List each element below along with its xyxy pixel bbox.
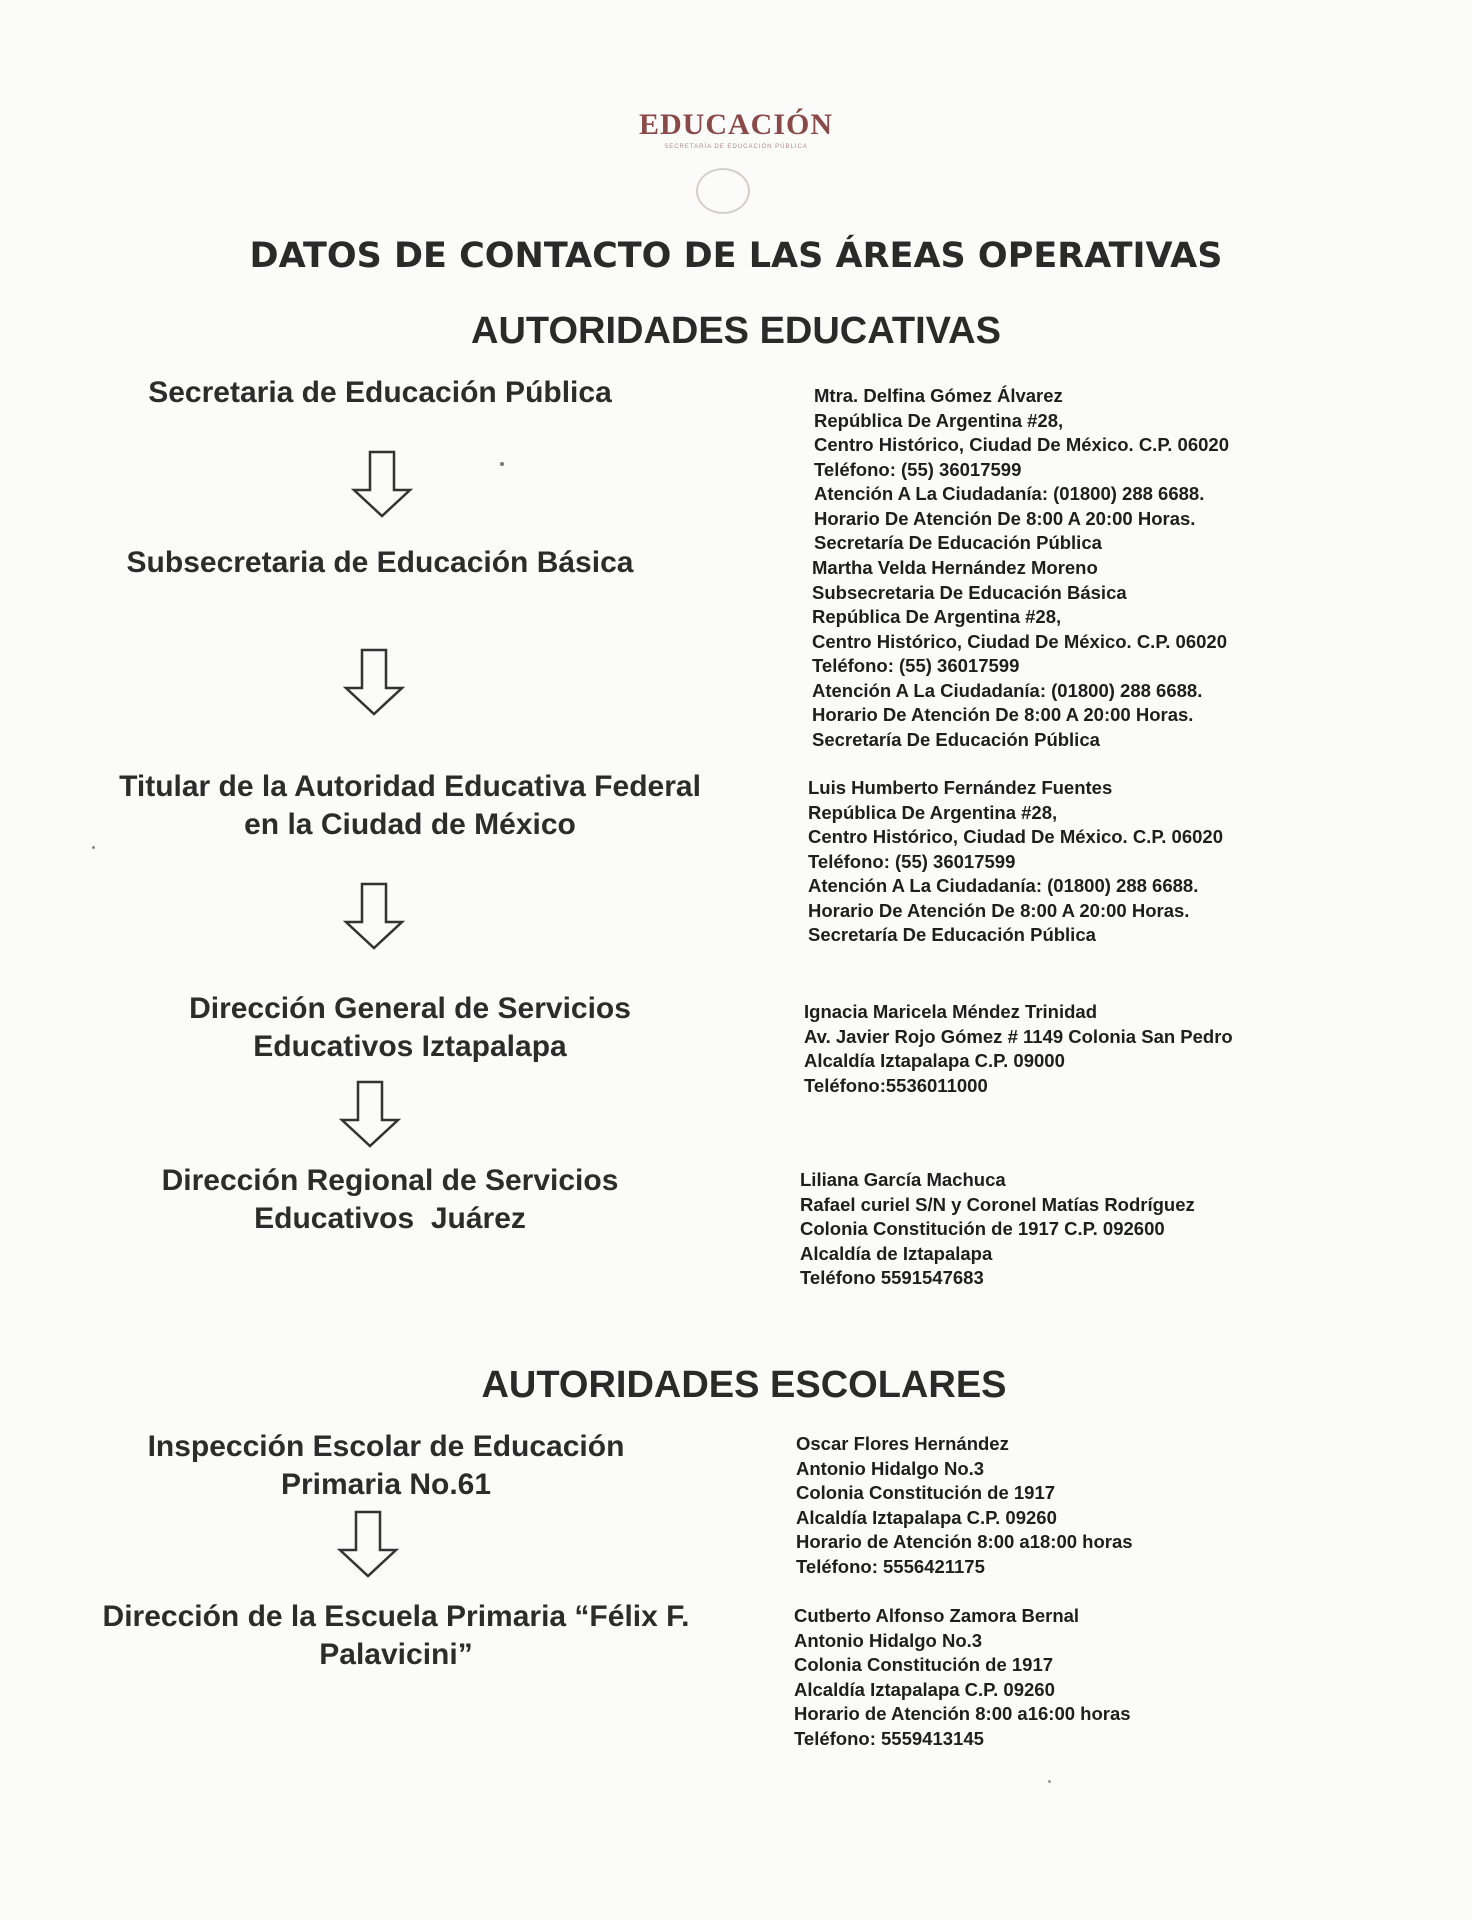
area-line: Palavicini” <box>319 1638 473 1671</box>
contact-phone: Teléfono:5536011000 <box>804 1074 988 1096</box>
contact-hours: Horario De Atención De 8:00 A 20:00 Horas. <box>814 507 1196 529</box>
area-subsecretaria-educacion-basica <box>60 544 700 582</box>
area-line: Educativos Juárez <box>254 1202 526 1235</box>
area-inspeccion-escolar <box>56 1428 716 1504</box>
contact-address: Antonio Hidalgo No.3 <box>796 1457 985 1479</box>
document-title: DATOS DE CONTACTO DE LAS ÁREAS OPERATIVAS <box>249 236 1223 276</box>
area-line: Primaria No.61 <box>280 1468 492 1501</box>
section-title-autoridades-educativas: AUTORIDADES EDUCATIVAS <box>471 310 1001 352</box>
contact-address: Alcaldía Iztapalapa C.P. 09000 <box>804 1050 1065 1071</box>
contact-address: Alcaldía Iztapalapa C.P. 09260 <box>794 1678 1055 1700</box>
contact-address: Colonia Constitución de 1917 <box>796 1482 1056 1503</box>
contact-address: Centro Histórico, Ciudad De México. C.P. 06020 <box>808 826 1224 847</box>
down-arrow-icon <box>340 882 410 952</box>
contact-name: Oscar Flores Hernández <box>796 1433 1009 1454</box>
contact-address: Av. Javier Rojo Gómez # 1149 Colonia San Pedro <box>804 1025 1233 1047</box>
section-title-autoridades-escolares: AUTORIDADES ESCOLARES <box>481 1364 1007 1406</box>
contact-name: Ignacia Maricela Méndez Trinidad <box>804 1001 1098 1022</box>
contact-block-aefcm <box>808 776 1223 948</box>
seal-icon <box>696 168 750 214</box>
area-direccion-escuela-primaria <box>56 1598 736 1674</box>
contact-address: Colonia Constitución de 1917 C.P. 092600 <box>800 1218 1165 1239</box>
contact-name: Cutberto Alfonso Zamora Bernal <box>794 1605 1080 1626</box>
contact-citizen-line: Atención A La Ciudadanía: (01800) 288 6688. <box>812 679 1203 701</box>
contact-name: Martha Velda Hernández Moreno <box>812 557 1098 578</box>
contact-citizen-line: Atención A La Ciudadanía: (01800) 288 6688. <box>814 483 1205 504</box>
contact-citizen-line: Atención A La Ciudadanía: (01800) 288 6688. <box>808 875 1199 896</box>
logo-text: EDUCACIÓN <box>638 108 833 141</box>
contact-phone: Teléfono: 5556421175 <box>796 1555 985 1577</box>
area-line: Inspección Escolar de Educación <box>147 1430 625 1463</box>
area-line: Educativos Iztapalapa <box>253 1030 567 1063</box>
area-line: en la Ciudad de México <box>244 808 576 841</box>
contact-block-regional-juarez <box>800 1168 1195 1291</box>
area-titular-autoridad-educativa-federal <box>80 768 740 844</box>
contact-name: Liliana García Machuca <box>800 1169 1006 1190</box>
down-arrow-icon <box>336 1080 406 1150</box>
contact-address: Centro Histórico, Ciudad De México. C.P. 06020 <box>812 630 1228 652</box>
contact-block-subsecretaria <box>812 556 1227 752</box>
scan-speck <box>500 462 504 466</box>
contact-phone: Teléfono: (55) 36017599 <box>808 850 1016 872</box>
contact-org: Secretaría De Educación Pública <box>814 532 1102 553</box>
contact-hours: Horario de Atención 8:00 a18:00 horas <box>796 1531 1133 1552</box>
area-line: Dirección Regional de Servicios <box>161 1164 619 1197</box>
contact-address: Colonia Constitución de 1917 <box>794 1654 1054 1675</box>
contact-block-sep <box>814 384 1229 556</box>
contact-org: Subsecretaria De Educación Básica <box>812 581 1127 603</box>
down-arrow-icon <box>334 1510 404 1580</box>
contact-address: República De Argentina #28, <box>812 606 1062 627</box>
down-arrow-icon <box>340 648 410 718</box>
contact-address: Antonio Hidalgo No.3 <box>794 1629 983 1651</box>
logo-subtext: SECRETARÍA DE EDUCACIÓN PÚBLICA <box>664 144 808 150</box>
area-line: Subsecretaria de Educación Básica <box>126 546 634 579</box>
area-line: Titular de la Autoridad Educativa Federal <box>119 770 701 803</box>
contact-hours: Horario de Atención 8:00 a16:00 horas <box>794 1703 1131 1724</box>
scan-speck <box>1048 1780 1051 1783</box>
contact-org: Secretaría De Educación Pública <box>808 924 1096 945</box>
contact-block-inspeccion <box>796 1432 1133 1579</box>
area-line: Secretaria de Educación Pública <box>148 376 612 409</box>
contact-address: Centro Histórico, Ciudad De México. C.P. 06020 <box>814 434 1230 455</box>
area-secretaria-educacion-publica <box>60 374 700 412</box>
contact-block-escuela <box>794 1604 1131 1751</box>
contact-address: República De Argentina #28, <box>814 409 1064 431</box>
contact-phone: Teléfono: (55) 36017599 <box>814 458 1022 480</box>
contact-address: Alcaldía Iztapalapa C.P. 09260 <box>796 1506 1057 1528</box>
contact-name: Mtra. Delfina Gómez Álvarez <box>814 385 1063 406</box>
down-arrow-icon <box>348 450 418 520</box>
contact-phone: Teléfono 5591547683 <box>800 1267 984 1288</box>
area-line: Dirección General de Servicios <box>189 992 631 1025</box>
contact-org: Secretaría De Educación Pública <box>812 728 1100 750</box>
scan-speck <box>92 846 95 849</box>
contact-address: República De Argentina #28, <box>808 801 1058 823</box>
contact-address: Alcaldía de Iztapalapa <box>800 1242 993 1264</box>
area-direccion-regional-juarez <box>60 1162 720 1238</box>
contact-name: Luis Humberto Fernández Fuentes <box>808 777 1113 798</box>
contact-address: Rafael curiel S/N y Coronel Matías Rodríguez <box>800 1193 1195 1215</box>
contact-phone: Teléfono: (55) 36017599 <box>812 655 1020 676</box>
area-direccion-general-iztapalapa <box>80 990 740 1066</box>
area-line: Dirección de la Escuela Primaria “Félix F. <box>102 1600 690 1633</box>
contact-phone: Teléfono: 5559413145 <box>794 1727 984 1749</box>
contact-hours: Horario De Atención De 8:00 A 20:00 Horas. <box>812 704 1194 725</box>
contact-hours: Horario De Atención De 8:00 A 20:00 Horas. <box>808 899 1190 921</box>
contact-block-dgsei <box>804 1000 1233 1098</box>
